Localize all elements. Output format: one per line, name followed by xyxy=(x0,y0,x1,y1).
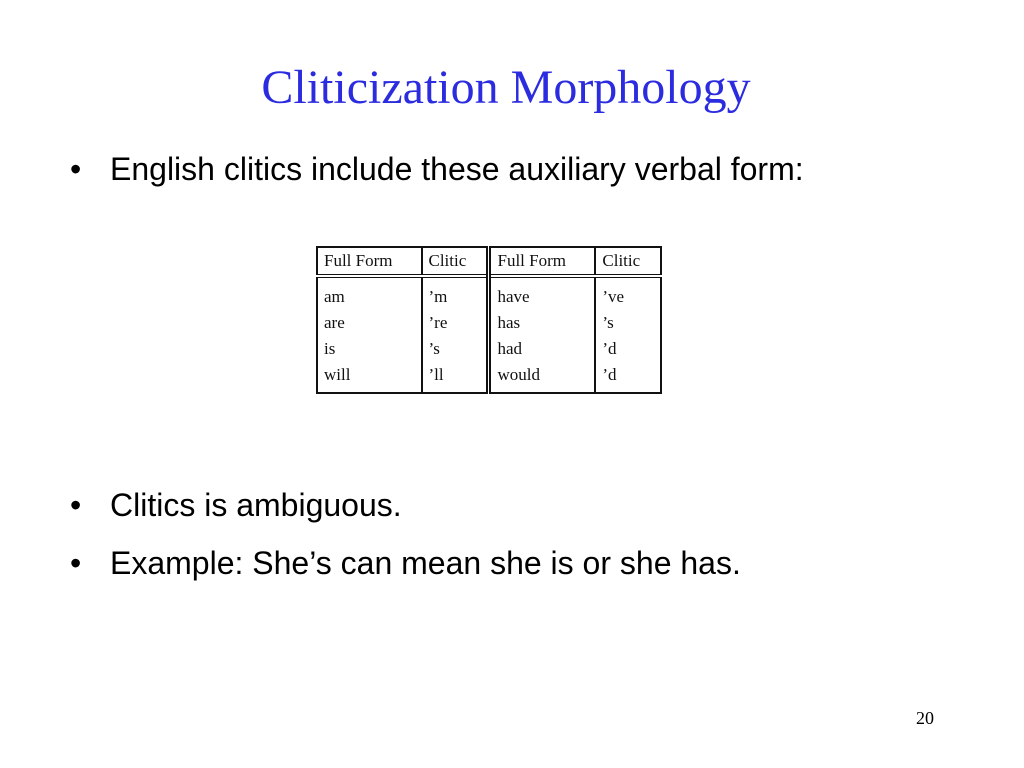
table-cell: will xyxy=(317,362,422,393)
table-row xyxy=(317,276,661,310)
table-cell: ’re xyxy=(422,310,489,336)
table-cell: have xyxy=(489,276,595,310)
table-row xyxy=(317,310,661,336)
table-cell: am xyxy=(317,276,422,310)
bullet-item xyxy=(70,482,950,528)
bullet-marker: • xyxy=(70,545,82,581)
page-number: 20 xyxy=(916,708,934,728)
table-cell: would xyxy=(489,362,595,393)
table-cell: ’m xyxy=(422,276,489,310)
clitic-table xyxy=(316,246,662,394)
table-cell: ’d xyxy=(595,336,661,362)
table-cell: ’ll xyxy=(422,362,489,393)
clitic-table-image xyxy=(316,246,662,390)
table-cell: had xyxy=(489,336,595,362)
bullet-marker: • xyxy=(70,151,82,187)
table-cell: is xyxy=(317,336,422,362)
table-row xyxy=(317,336,661,362)
table-cell: has xyxy=(489,310,595,336)
table-cell: ’s xyxy=(422,336,489,362)
table-cell: ’ve xyxy=(595,276,661,310)
bullet-text: Example: She’s can mean she is or she has. xyxy=(110,545,741,581)
column-header: Full Form xyxy=(489,247,595,276)
column-header: Clitic xyxy=(422,247,489,276)
column-header: Clitic xyxy=(595,247,661,276)
bullet-text: English clitics include these auxiliary verbal form: xyxy=(110,151,804,187)
bullet-item xyxy=(70,540,950,586)
table-row xyxy=(317,362,661,393)
bullet-marker: • xyxy=(70,487,82,523)
table-header-row xyxy=(317,247,661,276)
bullet-text: Clitics is ambiguous. xyxy=(110,487,402,523)
bullet-item xyxy=(70,146,950,192)
table-cell: are xyxy=(317,310,422,336)
slide-title: Cliticization Morphology xyxy=(261,61,751,114)
column-header: Full Form xyxy=(317,247,422,276)
table-cell: ’s xyxy=(595,310,661,336)
table-cell: ’d xyxy=(595,362,661,393)
